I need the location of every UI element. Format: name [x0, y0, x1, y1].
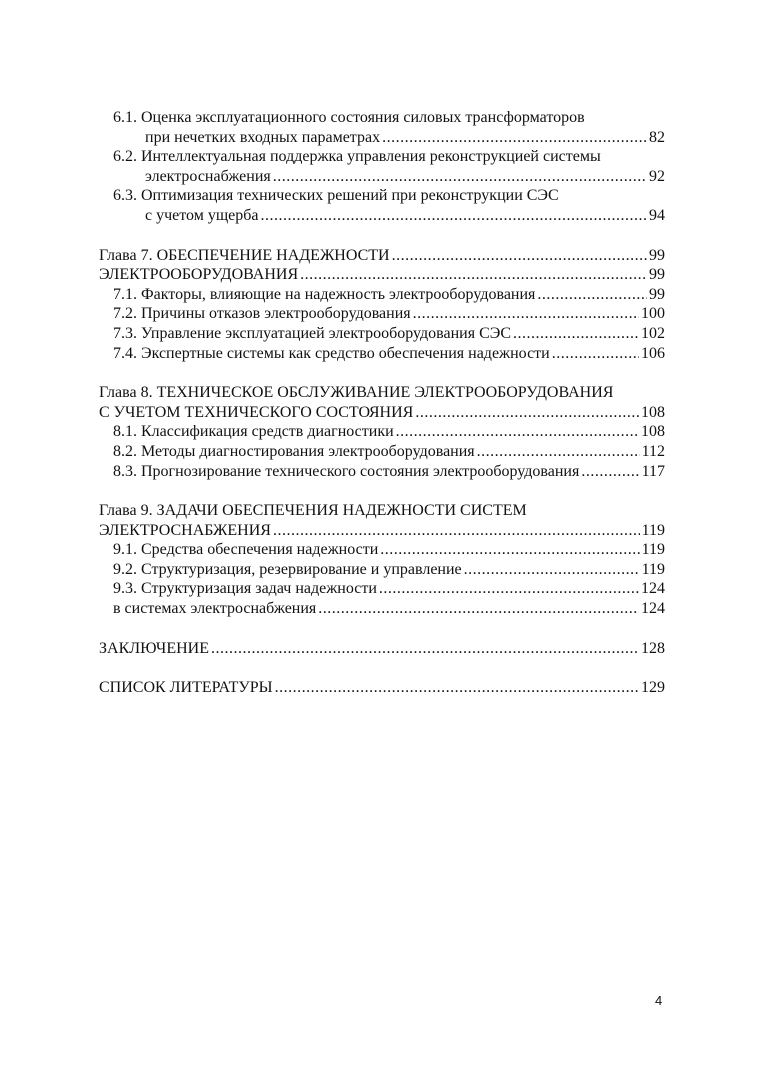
toc-line: [99, 304, 665, 324]
section-gap: [99, 363, 665, 383]
toc-entry-title: 9.1. Средства обеспечения надежности: [113, 541, 379, 559]
toc-entry: [99, 383, 665, 422]
toc-page-number: 128: [641, 639, 665, 657]
toc-line: [99, 285, 665, 305]
toc-line: [99, 462, 665, 482]
toc-page-number: 129: [641, 679, 665, 697]
toc-line: [99, 128, 665, 148]
table-of-contents: [99, 108, 665, 698]
toc-page-number: 124: [641, 600, 665, 618]
toc-entry: [99, 462, 665, 482]
toc-entry-title: 6.1. Оценка эксплуатационного состояния силовых трансформаторов: [113, 109, 585, 126]
toc-entry-title: 7.4. Экспертные системы как средство обеспечения надежности: [113, 344, 550, 362]
toc-entry-title: ЗАКЛЮЧЕНИЕ: [99, 639, 209, 657]
toc-entry-title: С УЧЕТОМ ТЕХНИЧЕСКОГО СОСТОЯНИЯ: [99, 403, 414, 421]
toc-line: [99, 639, 665, 659]
section-gap: [99, 619, 665, 639]
toc-entry-title: 7.2. Причины отказов электрооборудования: [113, 305, 411, 323]
toc-page-number: 108: [641, 403, 665, 421]
dot-leader: [415, 403, 639, 423]
section-gap: [99, 658, 665, 678]
toc-line: [99, 540, 665, 560]
toc-page-number: 124: [641, 580, 665, 598]
toc-entry: [99, 560, 665, 580]
toc-line: [99, 383, 665, 403]
toc-page-number: 94: [649, 206, 665, 224]
toc-page-number: 117: [641, 462, 665, 480]
toc-page-number: 82: [649, 128, 665, 146]
dot-leader: [275, 678, 639, 698]
toc-line: [99, 599, 665, 619]
toc-page-number: 99: [649, 246, 665, 264]
dot-leader: [379, 579, 639, 599]
toc-line: [99, 265, 665, 285]
toc-entry-title: Глава 9. ЗАДАЧИ ОБЕСПЕЧЕНИЯ НАДЕЖНОСТИ СИСТЕМ: [99, 502, 527, 520]
toc-entry: [99, 422, 665, 442]
dot-leader: [392, 246, 647, 266]
dot-leader: [464, 560, 640, 580]
dot-leader: [318, 599, 639, 619]
toc-line: [99, 206, 665, 226]
toc-entry: [99, 579, 665, 599]
toc-entry: [99, 442, 665, 462]
toc-entry-title: СПИСОК ЛИТЕРАТУРЫ: [99, 679, 273, 697]
toc-entry-title: с учетом ущерба: [145, 206, 259, 224]
toc-entry-title: в системах электроснабжения: [113, 600, 317, 618]
dot-leader: [396, 422, 639, 442]
dot-leader: [273, 167, 647, 187]
toc-page-number: 92: [649, 167, 665, 185]
toc-entry-title: 8.2. Методы диагностирования электрооборудования: [113, 442, 475, 460]
toc-entry-title: 6.2. Интеллектуальная поддержка управления реконструкцией системы: [113, 148, 601, 166]
toc-line: [99, 403, 665, 423]
toc-line: [99, 186, 665, 206]
toc-line: [99, 147, 665, 167]
toc-page-number: 102: [641, 324, 665, 342]
toc-entry: [99, 246, 665, 285]
toc-entry: [99, 285, 665, 305]
toc-line: [99, 422, 665, 442]
toc-line: [99, 501, 665, 521]
toc-page-number: 119: [641, 560, 665, 578]
dot-leader: [300, 265, 647, 285]
toc-entry: [99, 324, 665, 344]
section-gap: [99, 481, 665, 501]
toc-entry: [99, 344, 665, 364]
toc-line: [99, 521, 665, 541]
toc-entry-title: 9.3. Структуризация задач надежности: [113, 580, 377, 598]
toc-entry: [99, 540, 665, 560]
toc-line: [99, 678, 665, 698]
dot-leader: [261, 206, 647, 226]
toc-entry: [99, 147, 665, 186]
toc-line: [99, 246, 665, 266]
toc-entry: [99, 304, 665, 324]
toc-entry: [99, 186, 665, 225]
toc-page-number: 99: [649, 266, 665, 284]
dot-leader: [477, 442, 640, 462]
toc-line: [99, 442, 665, 462]
toc-entry-title: 9.2. Структуризация, резервирование и управление: [113, 560, 462, 578]
toc-line: [99, 324, 665, 344]
toc-page-number: 119: [641, 521, 665, 539]
toc-line: [99, 579, 665, 599]
toc-entry-title: ЭЛЕКТРОСНАБЖЕНИЯ: [99, 521, 271, 539]
toc-entry-title: при нечетких входных параметрах: [145, 128, 381, 146]
toc-entry-title: 8.3. Прогнозирование технического состояния электрооборудования: [113, 462, 580, 480]
toc-page-number: 108: [641, 423, 665, 441]
toc-entry-title: 7.1. Факторы, влияющие на надежность электрооборудования: [113, 285, 536, 303]
page-number: 4: [655, 993, 663, 1008]
toc-entry: [99, 108, 665, 147]
toc-line: [99, 560, 665, 580]
section-gap: [99, 226, 665, 246]
toc-line: [99, 344, 665, 364]
dot-leader: [581, 462, 639, 482]
dot-leader: [273, 521, 640, 541]
dot-leader: [413, 304, 639, 324]
toc-line: [99, 167, 665, 187]
toc-page-number: 112: [641, 442, 665, 460]
toc-entry: [99, 678, 665, 698]
toc-page-number: 100: [641, 305, 665, 323]
dot-leader: [380, 540, 639, 560]
dot-leader: [513, 324, 639, 344]
dot-leader: [382, 128, 647, 148]
toc-entry-title: 6.3. Оптимизация технических решений при реконструкции СЭС: [113, 187, 559, 205]
toc-entry-title: электроснабжения: [145, 167, 271, 185]
toc-entry: [99, 599, 665, 619]
toc-entry-title: ЭЛЕКТРООБОРУДОВАНИЯ: [99, 266, 299, 284]
dot-leader: [537, 285, 647, 305]
toc-entry-title: 7.3. Управление эксплуатацией электрооборудования СЭС: [113, 324, 511, 342]
toc-line: [99, 108, 665, 128]
toc-entry: [99, 639, 665, 659]
toc-entry-title: Глава 8. ТЕХНИЧЕСКОЕ ОБСЛУЖИВАНИЕ ЭЛЕКТРООБОРУДОВАНИЯ: [99, 384, 614, 402]
toc-page-number: 119: [641, 541, 665, 559]
dot-leader: [552, 344, 639, 364]
toc-entry-title: Глава 7. ОБЕСПЕЧЕНИЕ НАДЕЖНОСТИ: [99, 246, 390, 264]
toc-entry: [99, 501, 665, 540]
toc-entry-title: 8.1. Классификация средств диагностики: [113, 423, 394, 441]
dot-leader: [211, 639, 639, 659]
toc-page-number: 106: [641, 344, 665, 362]
toc-page-number: 99: [649, 285, 665, 303]
